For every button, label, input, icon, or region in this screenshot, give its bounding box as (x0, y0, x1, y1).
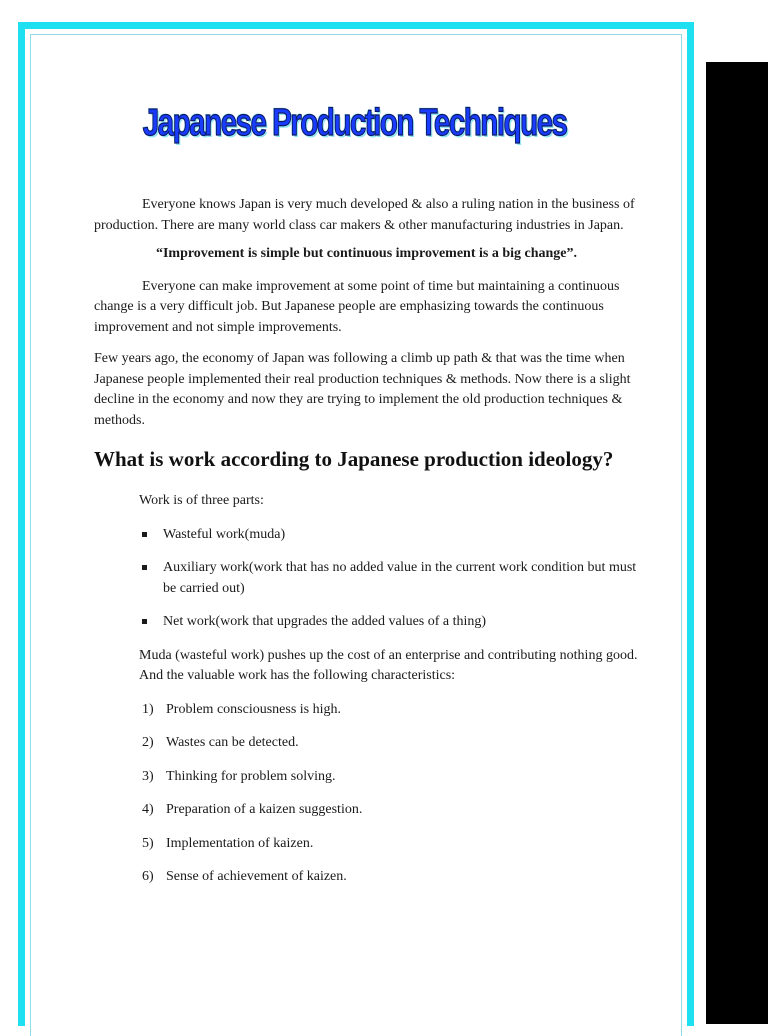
list-number: 3) (142, 768, 154, 784)
list-number: 4) (142, 802, 154, 817)
document-body (94, 195, 639, 888)
intro-paragraph: Everyone knows Japan is very much developed & also a ruling nation in the business of production. There are many world class car makers & other manufacturing industries in Japan. (94, 197, 635, 233)
list-item (139, 612, 639, 633)
list-item (139, 558, 639, 599)
list-text: Sense of achievement of kaizen. (166, 869, 347, 884)
list-text: Implementation of kaizen. (166, 835, 314, 851)
square-bullet-icon (142, 532, 147, 537)
list-item (139, 767, 639, 788)
square-bullet-icon (142, 565, 147, 570)
bullet-text: Net work(work that upgrades the added values of a thing) (163, 614, 487, 629)
list-text: Preparation of a kaizen suggestion. (166, 802, 363, 817)
list-item (139, 800, 639, 821)
list-text: Thinking for problem solving. (166, 768, 336, 784)
quote-paragraph: “Improvement is simple but continuous improvement is a big change”. (155, 246, 578, 261)
section-heading: What is work according to Japanese production ideology? (94, 447, 614, 471)
list-number: 6) (142, 869, 154, 884)
list-item (139, 733, 639, 754)
document-title: Japanese Production Techniques (143, 101, 567, 144)
economy-paragraph: Few years ago, the economy of Japan was following a climb up path & that was the time when Japanese people implemented their real production techniques & methods. Now there is a slight decline in the economy and now they are trying to implement the old production techniques & methods. (94, 351, 631, 428)
list-item (139, 700, 639, 721)
bullet-text: Wasteful work(muda) (163, 526, 286, 542)
list-number: 1) (142, 701, 154, 717)
square-bullet-icon (142, 619, 147, 624)
characteristics-list (139, 700, 639, 888)
bullet-text: Auxiliary work(work that has no added value in the current work condition but must be carried out) (163, 560, 637, 596)
muda-paragraph: Muda (wasteful work) pushes up the cost of an enterprise and contributing nothing good. And the valuable work has the following characteristics: (139, 647, 638, 683)
page-shadow (706, 62, 768, 1024)
work-bullet-list (139, 525, 639, 633)
list-item (139, 834, 639, 855)
list-text: Problem consciousness is high. (166, 701, 341, 717)
work-section (94, 491, 639, 888)
list-number: 5) (142, 835, 154, 851)
list-item (139, 525, 639, 546)
list-text: Wastes can be detected. (166, 735, 299, 750)
title-wordart (100, 92, 610, 154)
improvement-paragraph: Everyone can make improvement at some point of time but maintaining a continuous change is a very difficult job. But Japanese people are emphasizing towards the continuous improvement and not simple improvements. (94, 278, 620, 335)
list-item (139, 867, 639, 888)
list-number: 2) (142, 735, 154, 750)
work-intro: Work is of three parts: (139, 493, 264, 508)
